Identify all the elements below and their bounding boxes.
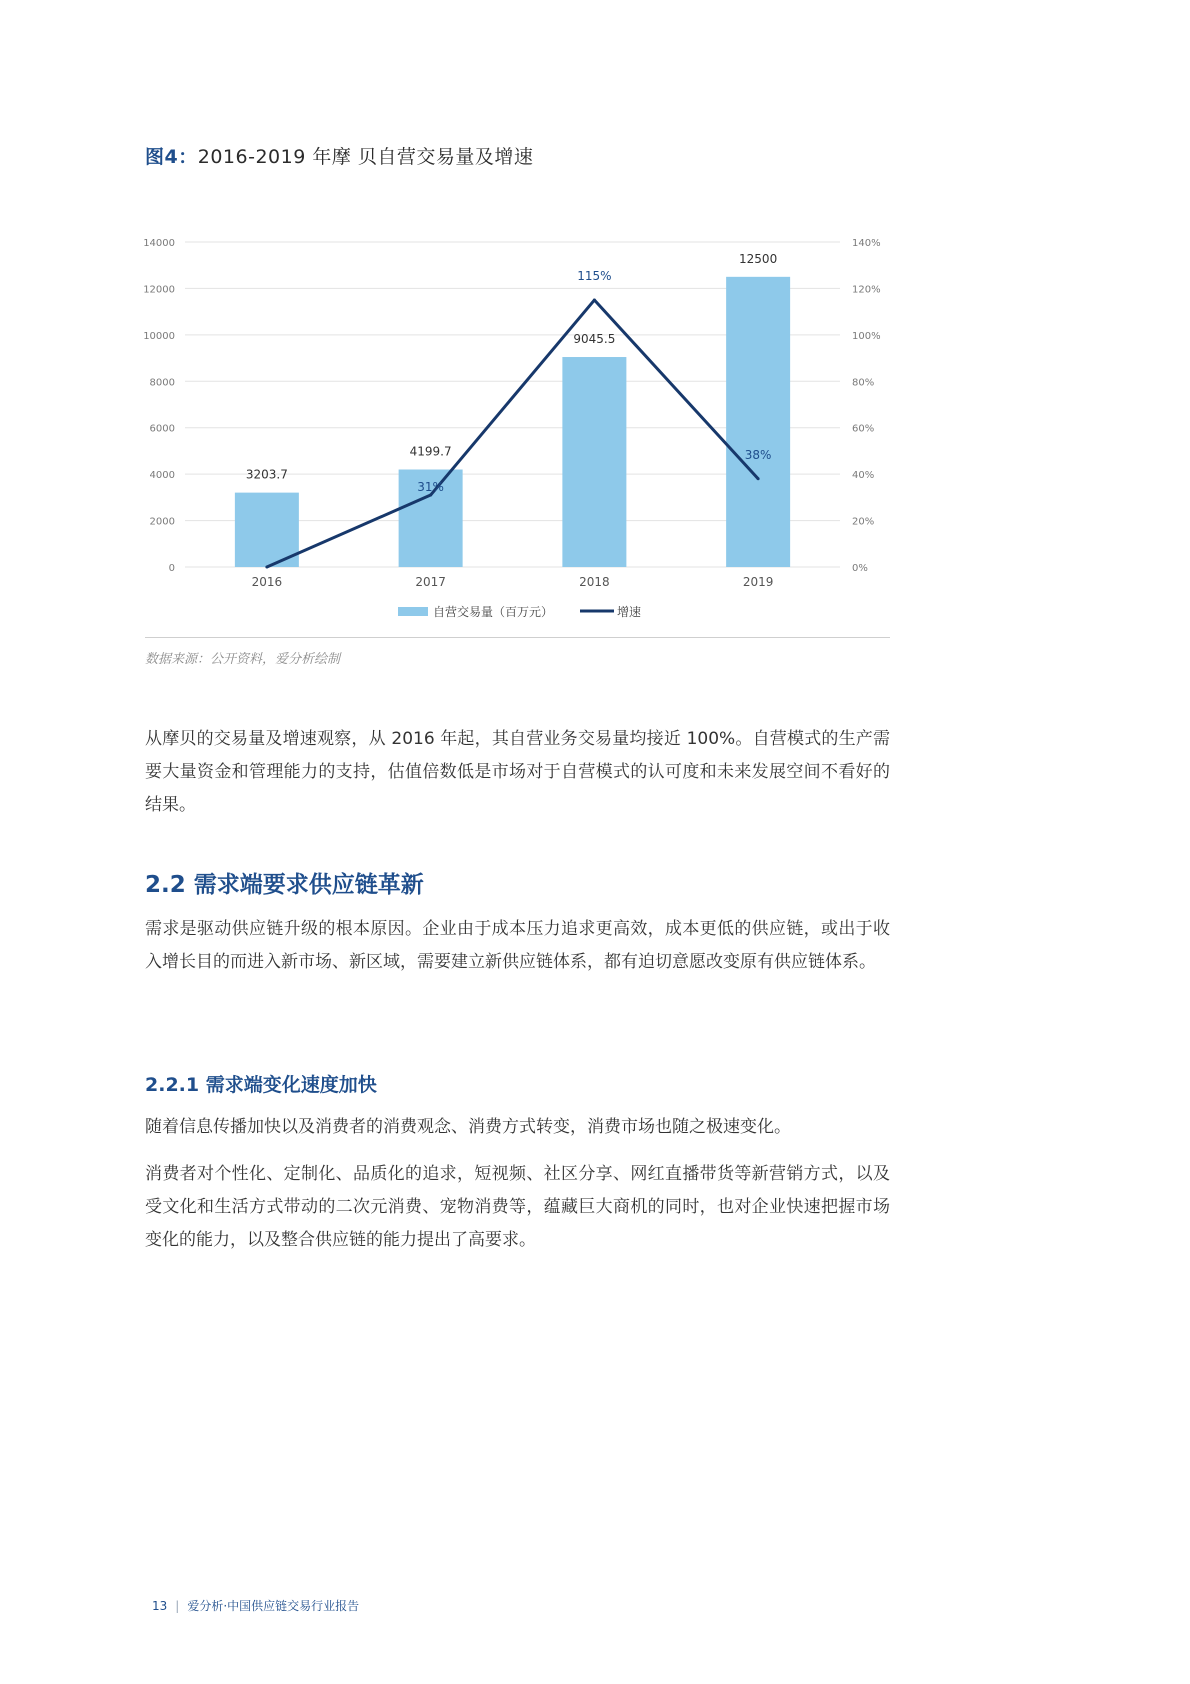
growth-point bbox=[265, 566, 268, 569]
y-left-tick-label: 14000 bbox=[143, 238, 175, 249]
growth-line bbox=[267, 300, 758, 567]
x-tick-label: 2017 bbox=[415, 575, 446, 589]
bar-data-label: 12500 bbox=[739, 251, 778, 266]
report-title: 爱分析·中国供应链交易行业报告 bbox=[187, 1599, 360, 1613]
section-heading-2-2-1: 2.2.1 需求端变化速度加快 bbox=[145, 1074, 377, 1096]
x-tick-label: 2019 bbox=[742, 575, 774, 589]
bar-data-label: 4199.7 bbox=[409, 444, 452, 459]
growth-data-label: 31% bbox=[417, 480, 444, 495]
y-left-tick-label: 8000 bbox=[149, 377, 175, 389]
y-right-tick-label: 120% bbox=[852, 284, 881, 296]
y-right-tick-label: 20% bbox=[852, 516, 875, 528]
page-number: 13 bbox=[152, 1599, 168, 1613]
bar bbox=[562, 357, 626, 567]
y-left-tick-label: 4000 bbox=[149, 470, 175, 482]
bar bbox=[726, 277, 790, 567]
y-left-tick-label: 10000 bbox=[143, 330, 175, 342]
y-right-tick-label: 100% bbox=[852, 330, 881, 342]
y-left-tick-label: 6000 bbox=[149, 423, 175, 435]
footer-separator: | bbox=[175, 1599, 180, 1613]
y-right-tick-label: 0% bbox=[852, 563, 868, 574]
figure-label: 图4： bbox=[145, 146, 198, 168]
combo-chart bbox=[140, 220, 900, 640]
y-right-tick-label: 140% bbox=[852, 238, 881, 249]
y-right-tick-label: 40% bbox=[852, 470, 875, 482]
growth-point bbox=[757, 477, 760, 480]
bar-data-label: 9045.5 bbox=[573, 332, 616, 347]
figure-source: 数据来源：公开资料，爱分析绘制 bbox=[145, 652, 341, 667]
x-tick-label: 2016 bbox=[251, 575, 283, 589]
figure-title bbox=[145, 142, 533, 169]
x-tick-label: 2018 bbox=[579, 575, 610, 589]
paragraph-1: 从摩贝的交易量及增速观察，从 2016 年起，其自营业务交易量均接近 100%。自营模式的生产需要大量资金和管理能力的支持，估值倍数低是市场对于自营模式的认可度和未来发展空间不看好的结果。 bbox=[145, 729, 890, 815]
figure-title-text: 2016-2019 年摩 贝自营交易量及增速 bbox=[197, 146, 534, 168]
source-divider bbox=[145, 637, 890, 638]
paragraph-3: 随着信息传播加快以及消费者的消费观念、消费方式转变，消费市场也随之极速变化。 bbox=[145, 1117, 791, 1137]
legend-swatch-bar bbox=[398, 607, 428, 616]
page-footer bbox=[152, 1597, 359, 1614]
chart-svg bbox=[140, 220, 900, 640]
legend-label-bar: 自营交易量（百万元） bbox=[433, 605, 554, 619]
growth-data-label: 115% bbox=[577, 269, 612, 284]
paragraph-2: 需求是驱动供应链升级的根本原因。企业由于成本压力追求更高效，成本更低的供应链，或出于收入增长目的而进入新市场、新区域，需要建立新供应链体系，都有迫切意愿改变原有供应链体系。 bbox=[145, 919, 890, 972]
y-right-tick-label: 80% bbox=[852, 377, 875, 389]
section-heading-2-2: 2.2 需求端要求供应链革新 bbox=[145, 872, 424, 898]
y-left-tick-label: 12000 bbox=[143, 284, 175, 296]
growth-data-label: 38% bbox=[744, 447, 772, 462]
growth-point bbox=[593, 299, 596, 302]
y-right-tick-label: 60% bbox=[852, 423, 875, 435]
paragraph-4: 消费者对个性化、定制化、品质化的追求，短视频、社区分享、网红直播带货等新营销方式，以及受文化和生活方式带动的二次元消费、宠物消费等，蕴藏巨大商机的同时，也对企业快速把握市场变化的能力，以及整合供应链的能力提出了高要求。 bbox=[145, 1164, 890, 1250]
legend-label-line: 增速 bbox=[617, 605, 642, 619]
y-left-tick-label: 2000 bbox=[149, 516, 175, 528]
y-left-tick-label: 0 bbox=[168, 563, 175, 574]
bar-data-label: 3203.7 bbox=[245, 467, 288, 482]
